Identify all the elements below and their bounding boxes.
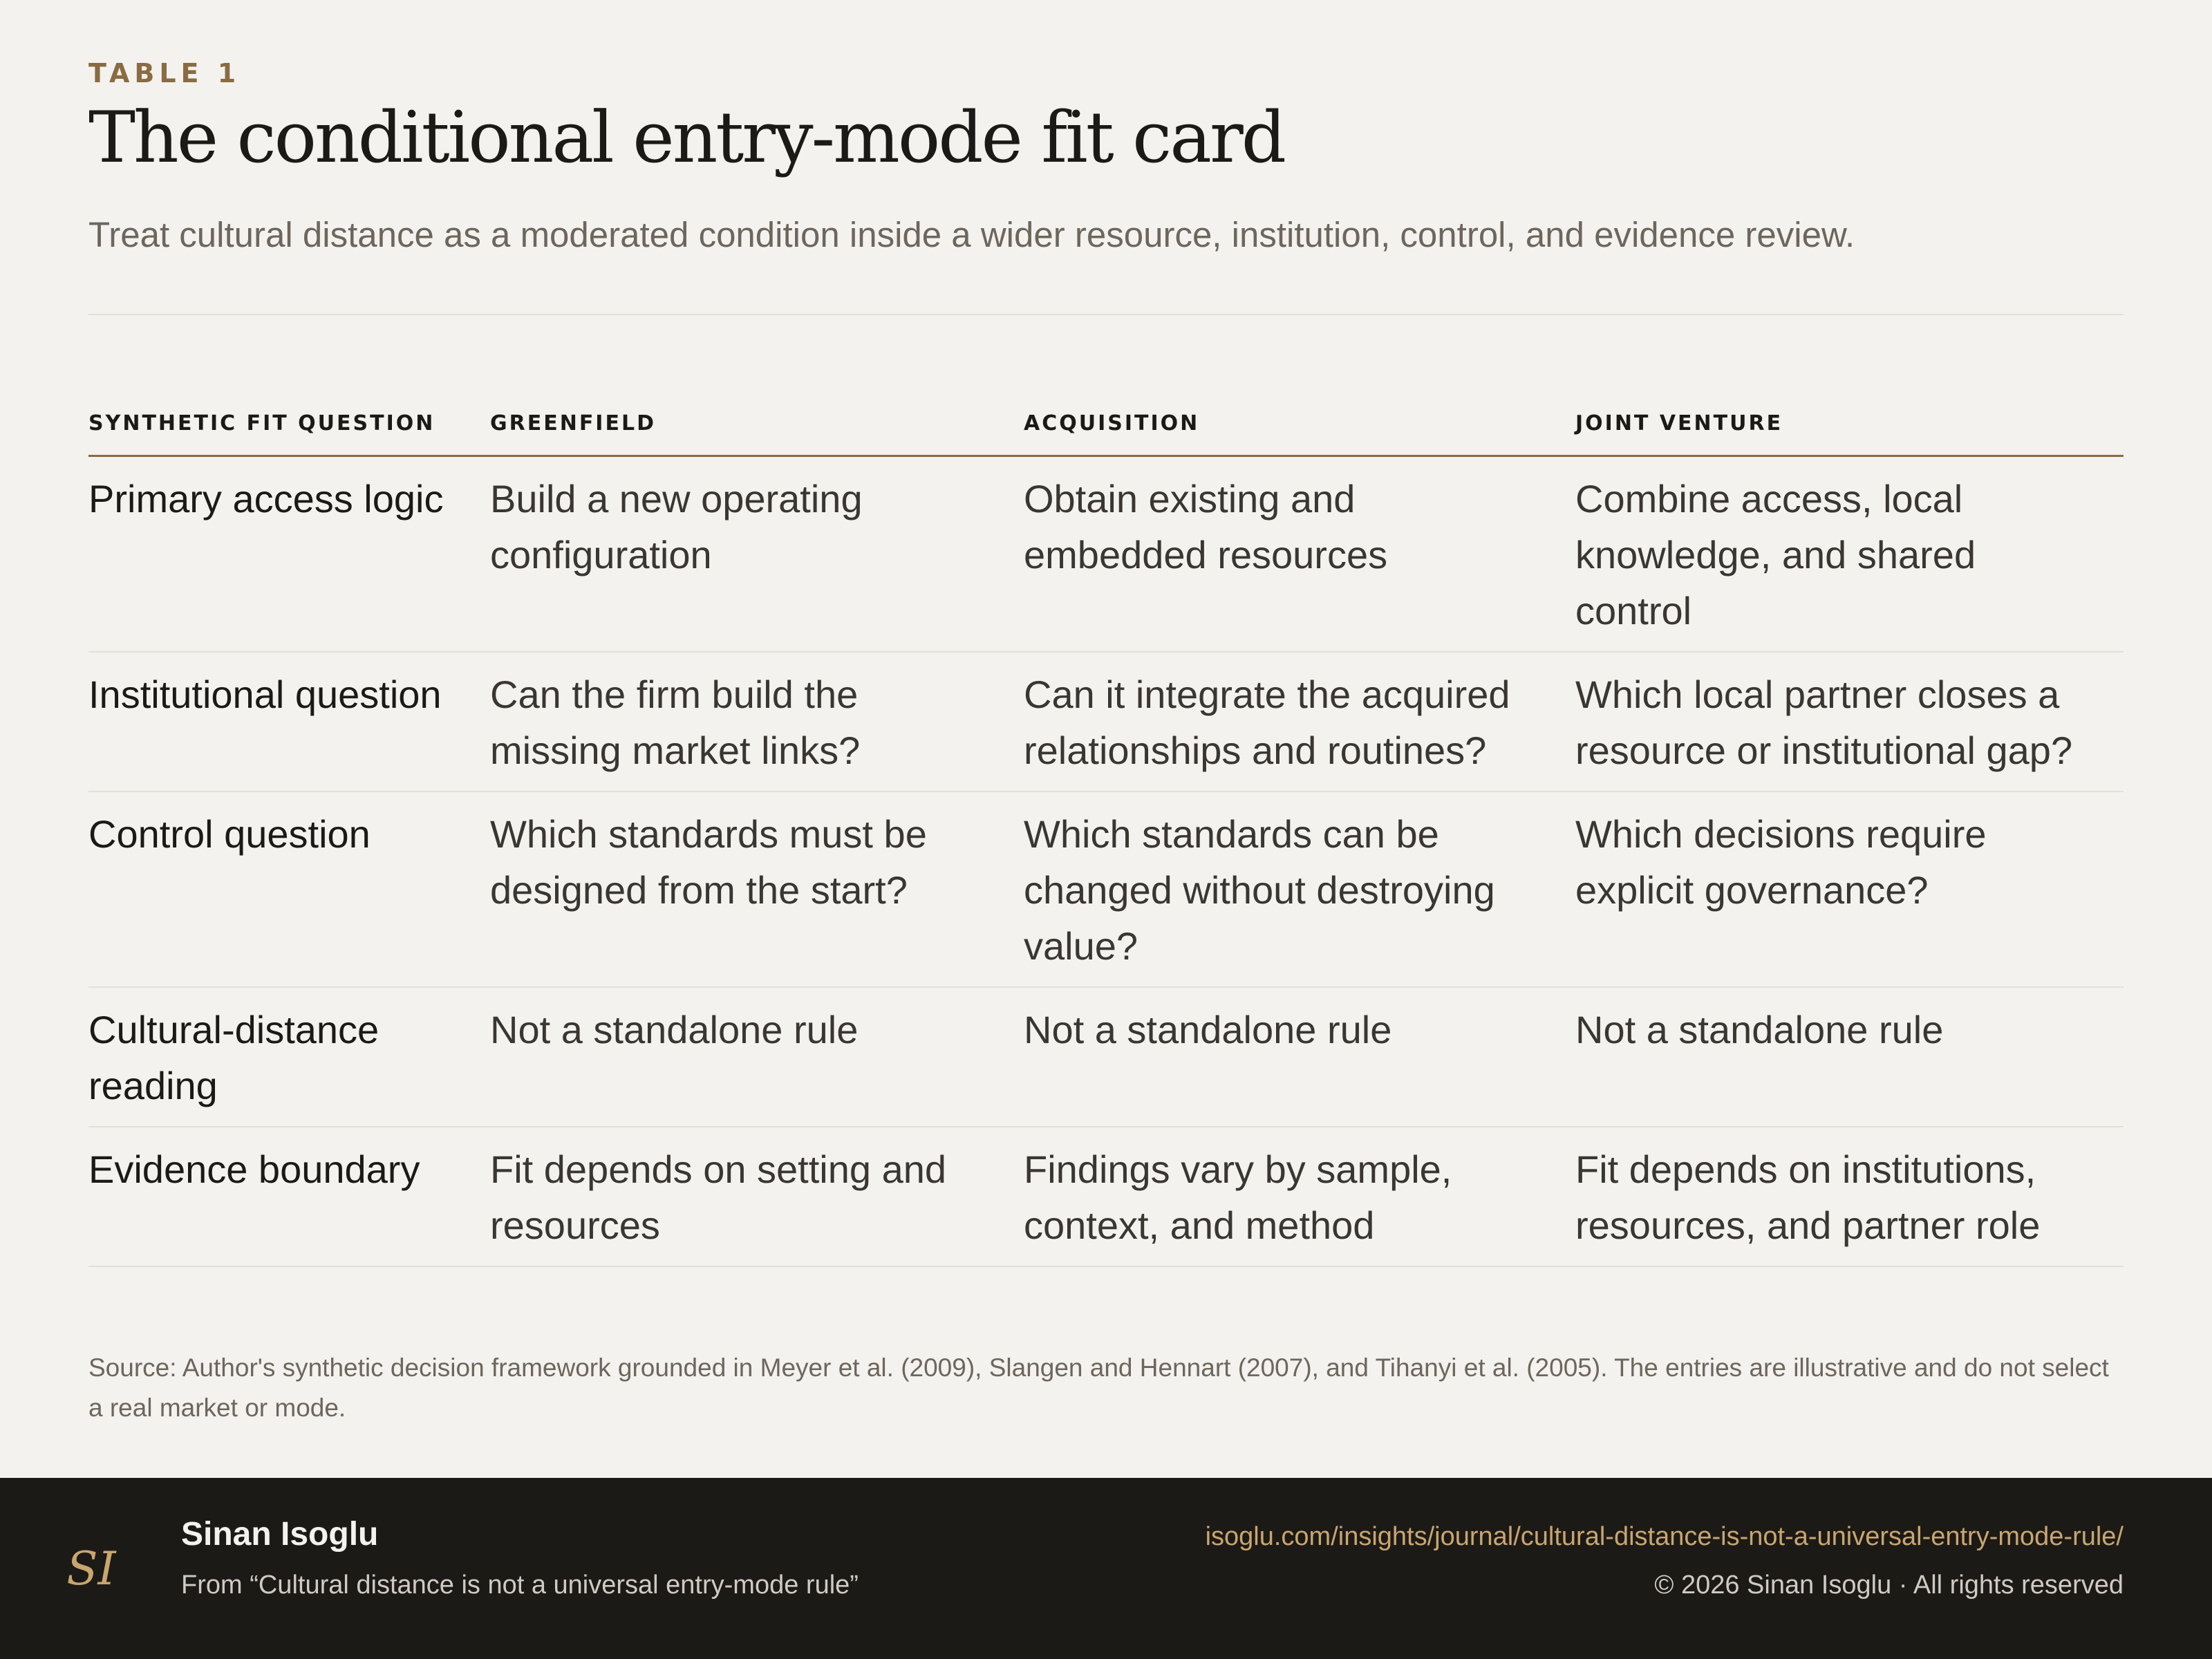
row-question: Cultural-distance reading [88, 987, 490, 1127]
row-question: Control question [88, 791, 490, 987]
author-name: Sinan Isoglu [181, 1516, 379, 1553]
column-header-joint-venture: JOINT VENTURE [1575, 387, 2124, 456]
cell-greenfield: Which standards must be designed from the start? [490, 791, 1024, 987]
cell-greenfield: Fit depends on setting and resources [490, 1127, 1024, 1266]
cell-joint-venture: Not a standalone rule [1575, 987, 2124, 1127]
table-row [88, 1127, 2124, 1266]
table-row [88, 456, 2124, 653]
table-row [88, 652, 2124, 791]
cell-greenfield: Not a standalone rule [490, 987, 1024, 1127]
source-note: Source: Author's synthetic decision framework grounded in Meyer et al. (2009), Slangen and Hennart (2007), and Tihanyi et al. (2005). The entries are illustrative and do not select a real market or mode. [88, 1353, 2109, 1422]
page-title: The conditional entry-mode fit card [88, 97, 1285, 179]
row-question: Evidence boundary [88, 1127, 490, 1266]
cell-joint-venture: Fit depends on institutions, resources, and partner role [1575, 1127, 2124, 1266]
row-question: Primary access logic [88, 456, 490, 653]
cell-acquisition: Which standards can be changed without destroying value? [1024, 791, 1575, 987]
cell-acquisition: Findings vary by sample, context, and method [1024, 1127, 1575, 1266]
row-question: Institutional question [88, 652, 490, 791]
article-link[interactable]: isoglu.com/insights/journal/cultural-distance-is-not-a-universal-entry-mode-rule/ [1205, 1522, 2124, 1551]
article-reference: From “Cultural distance is not a universal entry-mode rule” [181, 1571, 859, 1600]
svg-text:SI: SI [66, 1542, 116, 1595]
cell-joint-venture: Which local partner closes a resource or institutional gap? [1575, 652, 2124, 791]
cell-joint-venture: Combine access, local knowledge, and shared control [1575, 456, 2124, 653]
column-header-greenfield: GREENFIELD [490, 387, 1024, 456]
column-header-question: SYNTHETIC FIT QUESTION [88, 387, 490, 456]
page-subtitle: Treat cultural distance as a moderated condition inside a wider resource, institution, control, and evidence review. [88, 215, 1855, 254]
fit-table [88, 387, 2124, 1267]
divider [88, 314, 2124, 315]
table-row [88, 987, 2124, 1127]
cell-acquisition: Can it integrate the acquired relationships and routines? [1024, 652, 1575, 791]
column-header-acquisition: ACQUISITION [1024, 387, 1575, 456]
table-number: TABLE 1 [88, 58, 241, 88]
si-monogram-logo [64, 1541, 119, 1597]
table-row [88, 791, 2124, 987]
cell-greenfield: Can the firm build the missing market links? [490, 652, 1024, 791]
cell-greenfield: Build a new operating configuration [490, 456, 1024, 653]
cell-acquisition: Not a standalone rule [1024, 987, 1575, 1127]
table-header-row [88, 387, 2124, 456]
copyright-notice: © 2026 Sinan Isoglu · All rights reserved [1654, 1571, 2124, 1600]
cell-joint-venture: Which decisions require explicit governance? [1575, 791, 2124, 987]
footer [0, 1478, 2212, 1659]
cell-acquisition: Obtain existing and embedded resources [1024, 456, 1575, 653]
